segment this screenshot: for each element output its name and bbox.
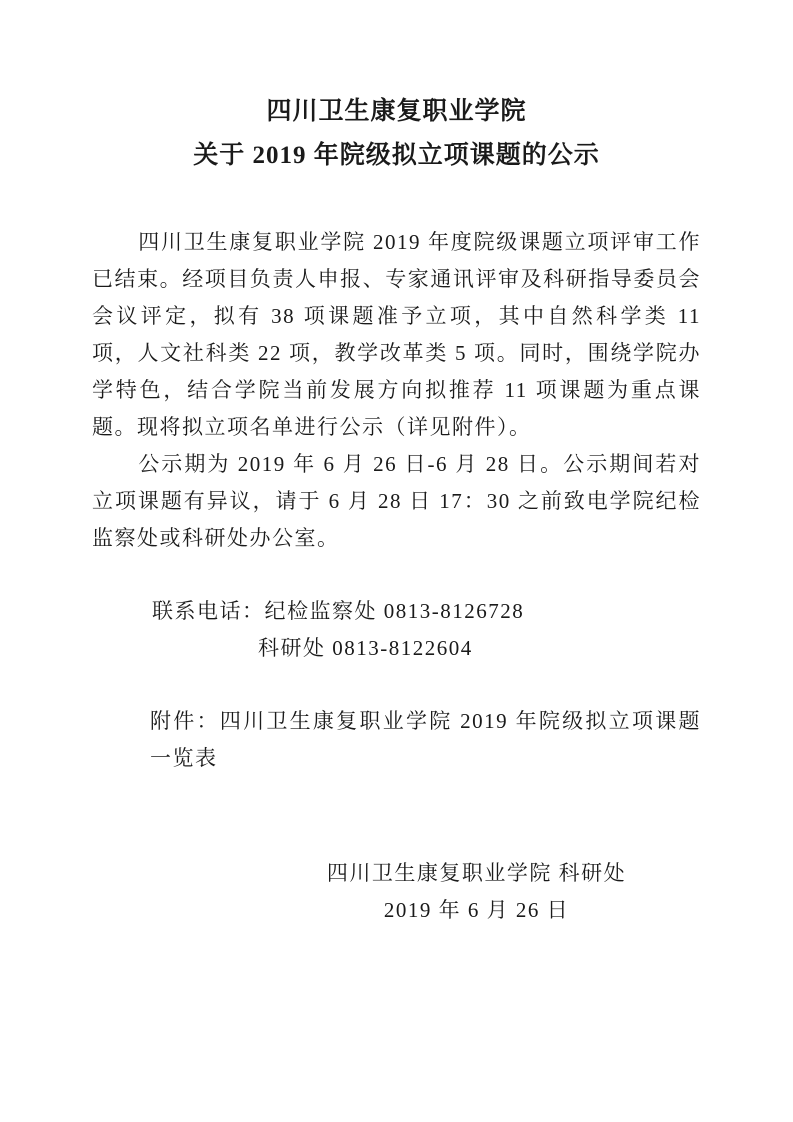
contact-phone-research-office: 科研处 0813-8122604 bbox=[258, 636, 473, 660]
contact-block bbox=[92, 593, 701, 667]
signature-organization: 四川卫生康复职业学院 科研处 bbox=[326, 861, 627, 885]
paragraph-review-result: 四川卫生康复职业学院 2019 年度院级课题立项评审工作已结束。经项目负责人申报、专家通讯评审及科研指导委员会会议评定，拟有 38 项课题准予立项，其中自然科学类 11 项，人文社科类 22 项，教学改革类 5 项。同时，围绕学院办学特色，结合学院当前发展方向拟推荐 11 项课题为重点课题。现将拟立项名单进行公示（详见附件）。 bbox=[92, 230, 701, 439]
signature-block bbox=[92, 855, 701, 929]
document-body bbox=[92, 224, 701, 929]
paragraph-publicity-period: 公示期为 2019 年 6 月 26 日-6 月 28 日。公示期间若对立项课题有异议，请于 6 月 28 日 17：30 之前致电学院纪检监察处或科研处办公室。 bbox=[92, 452, 701, 550]
attachment-reference: 附件：四川卫生康复职业学院 2019 年院级拟立项课题一览表 bbox=[150, 709, 701, 770]
title-line-1: 四川卫生康复职业学院 bbox=[266, 98, 527, 125]
signature-date: 2019 年 6 月 26 日 bbox=[383, 898, 570, 922]
document-title bbox=[0, 0, 793, 178]
title-line-2: 关于 2019 年院级拟立项课题的公示 bbox=[193, 142, 600, 169]
contact-phone-discipline-office: 联系电话：纪检监察处 0813-8126728 bbox=[152, 599, 525, 623]
